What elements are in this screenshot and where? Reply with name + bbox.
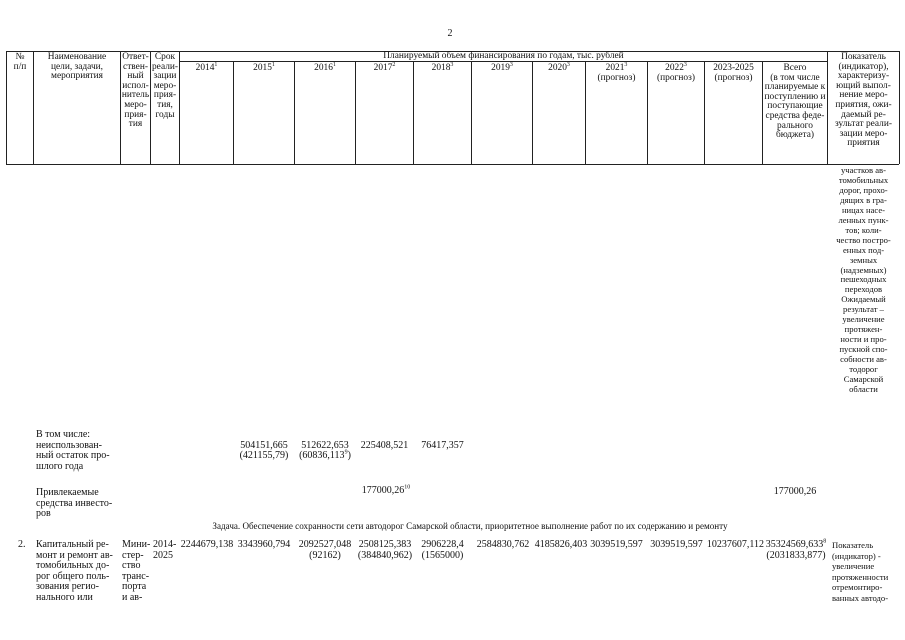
indicator-continuation-line: томобильных bbox=[838, 174, 889, 185]
header-col-name: Наименование цели, задачи, мероприятия bbox=[47, 52, 107, 82]
task-heading: Задача. Обеспечение сохранности сети автодорог Самарской области, приоритетное выполнение работ по их содержанию и ремонту bbox=[212, 521, 728, 531]
indicator-continuation-line: тов; коли- bbox=[845, 224, 882, 235]
indicator-continuation-line: участков ав- bbox=[841, 165, 886, 175]
indicator-continuation-line: области bbox=[849, 383, 878, 394]
indicator-continuation-line: увеличение bbox=[842, 314, 885, 325]
row2-2017: 2508125,383 (384840,962) bbox=[357, 539, 413, 561]
header-year-2016: 2016$^1$ bbox=[314, 61, 336, 73]
header-year-2017: 2017$^2$ bbox=[373, 61, 396, 73]
indicator-continuation-line: Ожидаемый bbox=[841, 294, 886, 305]
row-including-2015: 504151,665 (421155,79) bbox=[239, 440, 289, 461]
indicator-continuation-line: пешеходных bbox=[840, 274, 887, 285]
row2-2021: 3039519,597 bbox=[590, 539, 643, 550]
indicator-continuation-line: ленных пунк- bbox=[838, 214, 889, 225]
header-year-2014: 2014$^1$ bbox=[195, 61, 218, 73]
row-investors-total: 177000,26 bbox=[773, 486, 817, 497]
row2-2016: 2092527,048 (92162) bbox=[298, 539, 352, 561]
row2-2022: 3039519,597 bbox=[650, 539, 703, 550]
row-including-label: В том числе: неиспользован- ный остаток про- шлого года bbox=[36, 429, 110, 472]
header-funding-group: Планируемый объем финансирования по годам, тыс. рублей bbox=[383, 51, 624, 61]
indicator-continuation-line: протяжен- bbox=[844, 324, 883, 335]
header-year-2021: 2021$^3$ (прогноз) bbox=[597, 61, 636, 83]
indicator-continuation-line: дящих в гра- bbox=[840, 194, 887, 205]
indicator-continuation-line: чество постро- bbox=[836, 234, 891, 245]
header-year-2019: 2019$^3$ bbox=[491, 61, 513, 73]
row2-responsible: Мини- стер- ство транс- порта и ав- bbox=[122, 539, 151, 603]
header-year-2020: 2020$^3$ bbox=[548, 61, 570, 73]
header-year-2022: 2022$^3$ (прогноз) bbox=[657, 61, 695, 83]
row2-2014: 2244679,138 bbox=[180, 539, 234, 550]
row2-2015: 3343960,794 bbox=[237, 539, 291, 550]
row2-2019: 2584830,762 bbox=[476, 539, 530, 550]
row2-term: 2014- 2025 bbox=[153, 539, 177, 561]
indicator-continuation-line: ности и про- bbox=[840, 334, 887, 345]
header-col-responsible: Ответ- ствен- ный испол- нитель меро- прия- тия bbox=[121, 52, 150, 130]
header-year-2018: 2018$^3$ bbox=[431, 61, 454, 73]
indicator-continuation-line: (надземных) bbox=[840, 264, 887, 275]
row2-number: 2. bbox=[18, 539, 26, 550]
header-col-number: № п/п bbox=[13, 52, 27, 72]
indicator-continuation-line: Самарской bbox=[843, 374, 884, 385]
indicator-continuation-line: пускной спо- bbox=[839, 344, 888, 355]
indicator-continuation-line: переходов bbox=[844, 284, 883, 295]
header-year-2023-2025: 2023-2025 (прогноз) bbox=[713, 63, 754, 83]
header-col-term: Срок реали- зации меро- прия- тия, годы bbox=[151, 52, 179, 120]
header-year-2015: 2015$^1$ bbox=[253, 61, 275, 73]
row2-name: Капитальный ре- монт и ремонт ав- томобильных до- рог общего поль- зования регио- нального или bbox=[36, 539, 113, 603]
row2-total: 35324569,633$^8$ (2031833,877) bbox=[765, 538, 827, 561]
row2-indicator: Показатель (индикатор) - увеличение протяженности отремонтиро- ванных автодо- bbox=[832, 540, 889, 603]
indicator-continuation-line: енных под- bbox=[842, 244, 885, 255]
page-number: 2 bbox=[447, 28, 453, 39]
row-including-2016: 512622,653 (60836,113$^9$) bbox=[299, 440, 351, 461]
row-investors-label: Привлекаемые средства инвесто- ров bbox=[36, 487, 113, 519]
indicator-continuation-line: земных bbox=[849, 254, 878, 265]
row-including-2018: 76417,357 bbox=[421, 440, 464, 451]
indicator-continuation-line: результат – bbox=[843, 304, 884, 315]
header-col-total: Всего (в том числе планируемые к поступлению и поступающие средства феде- рального бюджета) bbox=[764, 63, 826, 141]
indicator-continuation bbox=[828, 166, 899, 395]
indicator-continuation-line: собности ав- bbox=[840, 354, 887, 365]
header-col-indicator: Показатель (индикатор), характеризу- ющий выпол- нение меро- приятия, ожи- даемый ре- зультат реали- зации меро- приятия bbox=[835, 52, 892, 149]
row2-2023-2025: 10237607,112 bbox=[706, 539, 765, 550]
indicator-continuation-line: ницах насе- bbox=[841, 204, 886, 215]
row-including-2017: 225408,521 bbox=[360, 440, 409, 451]
indicator-continuation-line: тодорог bbox=[849, 364, 878, 375]
row2-2020: 4185826,403 bbox=[534, 539, 588, 550]
row2-2018: 2906228,4 (1565000) bbox=[421, 539, 464, 561]
indicator-continuation-line: дорог, прохо- bbox=[839, 184, 888, 195]
row-investors-2017: 177000,26$^{10}$ bbox=[361, 484, 411, 496]
